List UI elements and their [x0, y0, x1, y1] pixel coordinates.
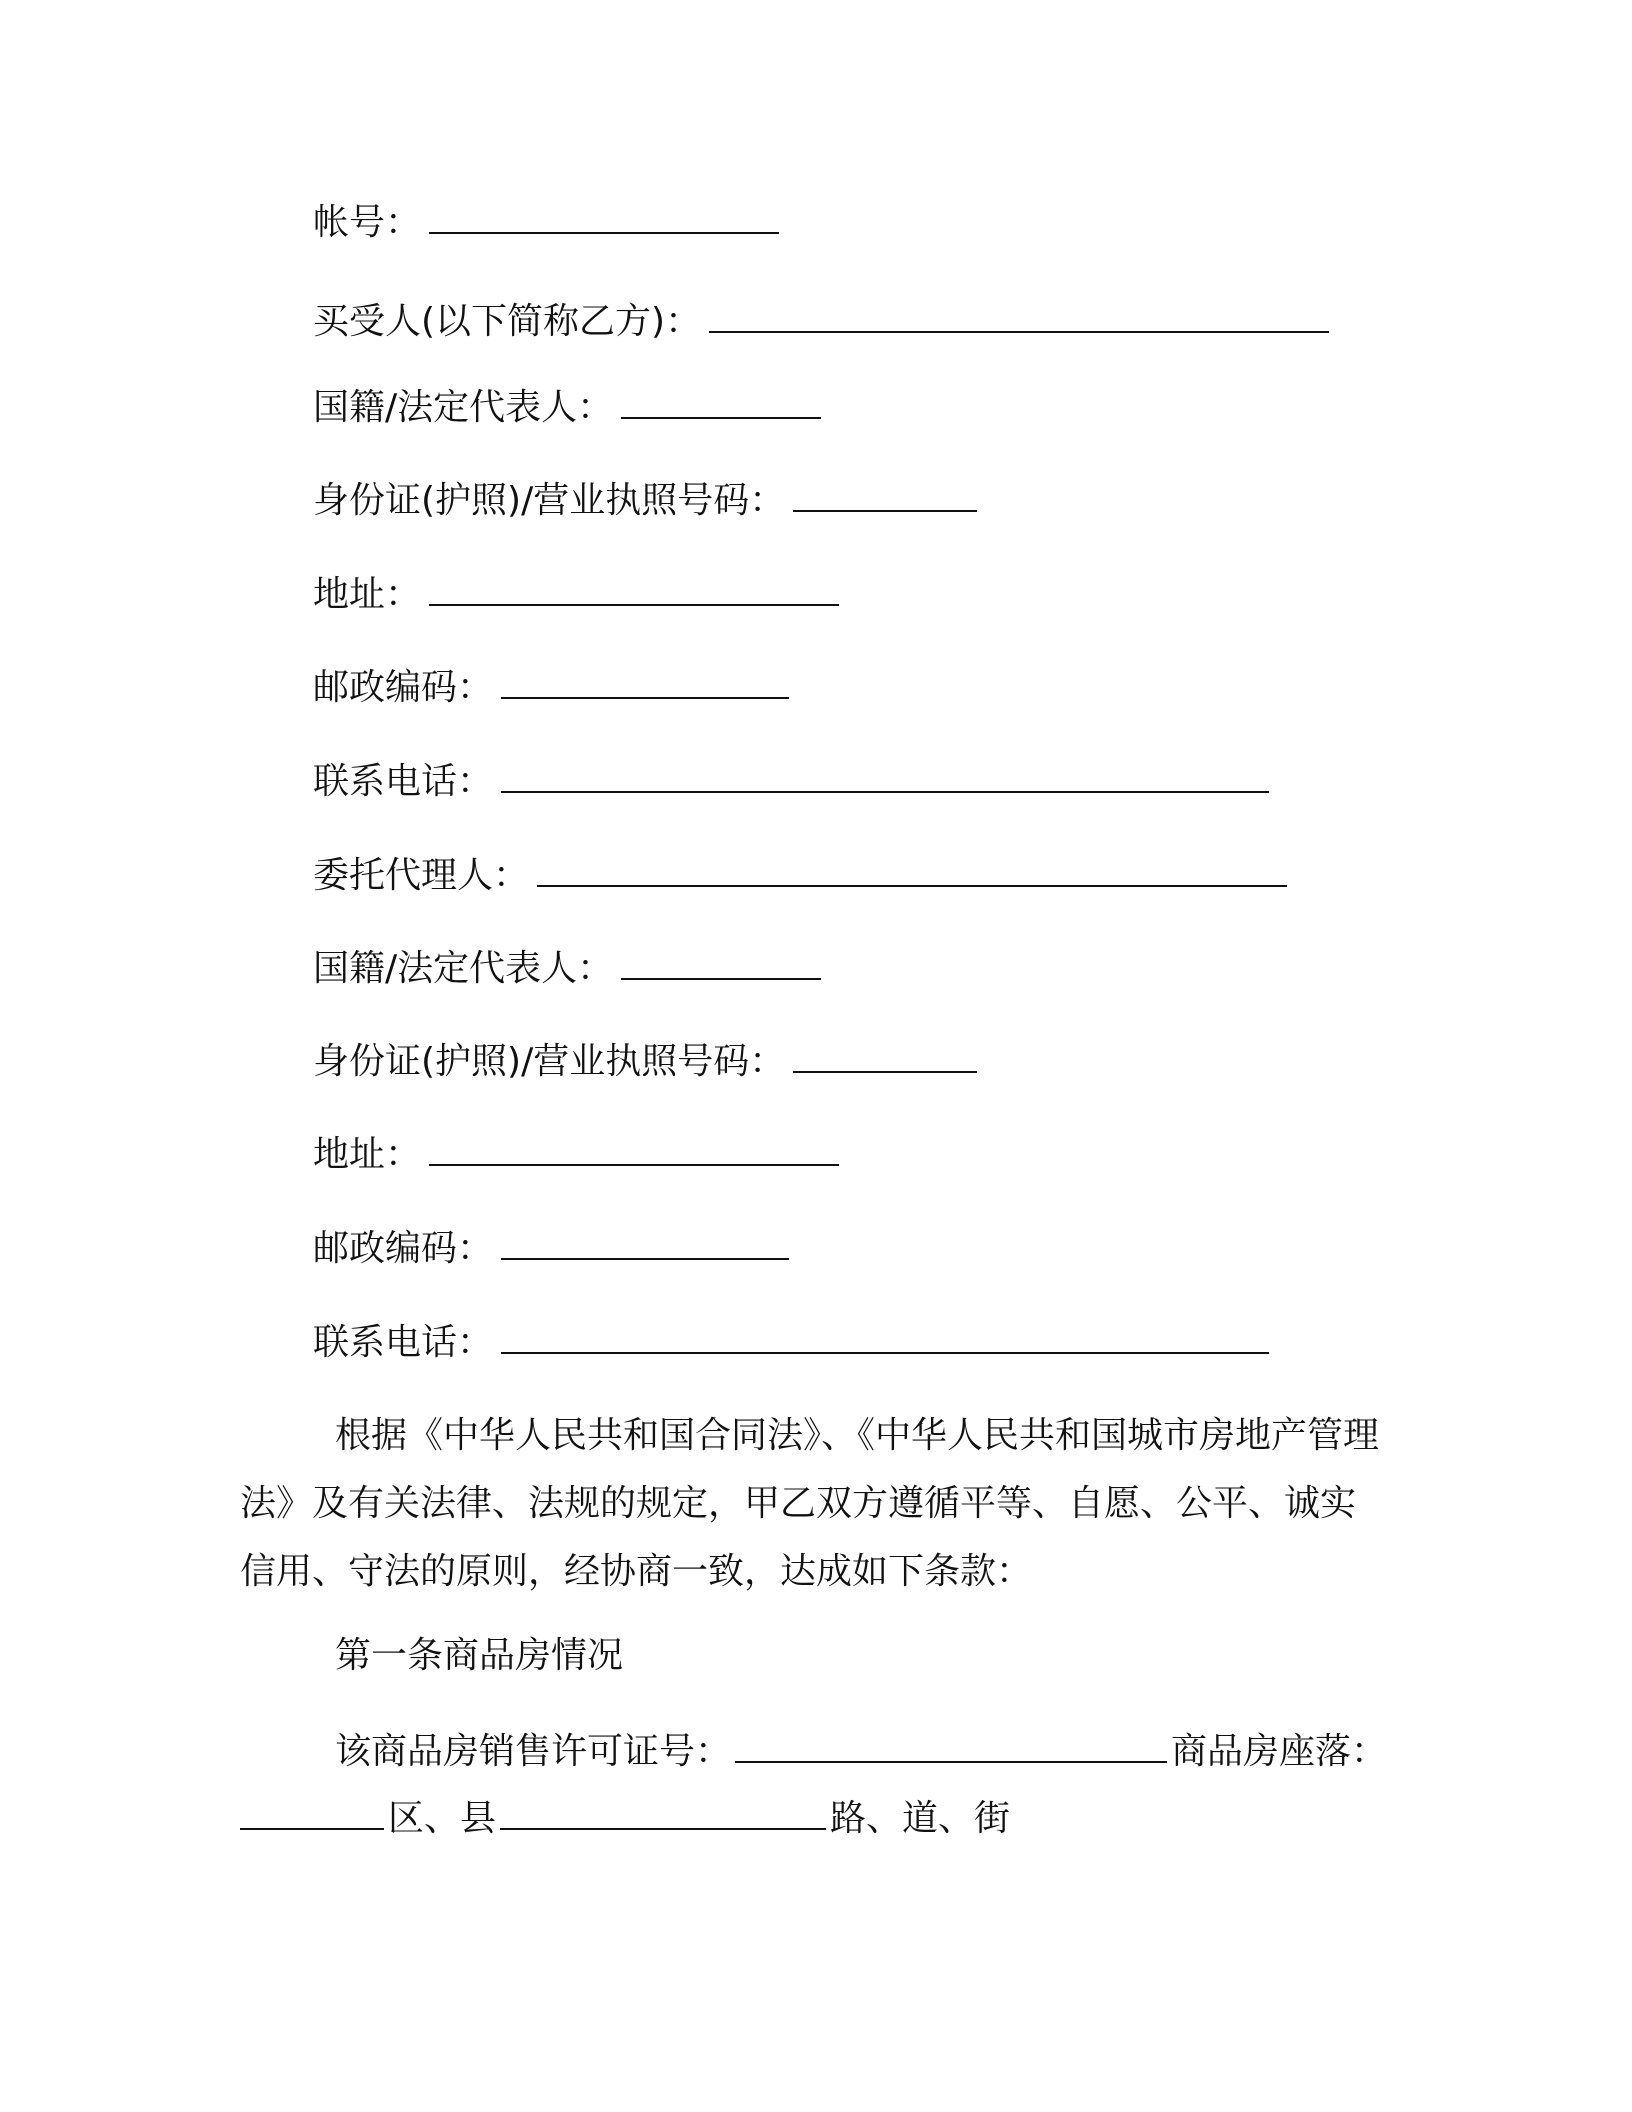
buyer-blank[interactable]: [709, 295, 1329, 333]
account-field: [313, 196, 779, 245]
section-title: [335, 1634, 623, 1678]
field-label: 委托代理人：: [313, 855, 530, 896]
postal-code-blank[interactable]: [501, 661, 789, 699]
field-label: 买受人(以下简称乙方)：: [313, 301, 702, 342]
field-label: 联系电话：: [313, 1322, 494, 1363]
nationality-blank[interactable]: [621, 381, 821, 419]
agent-phone-blank[interactable]: [501, 1316, 1269, 1354]
agent-address-field: [313, 1128, 839, 1177]
road-blank[interactable]: [500, 1792, 826, 1830]
phone-blank[interactable]: [501, 755, 1269, 793]
road-label: 路、道、街: [830, 1798, 1011, 1839]
id-number-blank[interactable]: [793, 474, 977, 512]
agent-field: [313, 849, 1287, 898]
field-label: 国籍/法定代表人：: [313, 387, 614, 428]
field-label: 地址：: [313, 1134, 422, 1175]
field-label: 帐号：: [313, 202, 422, 243]
agent-nationality-field: [313, 942, 821, 991]
field-label: 身份证(护照)/营业执照号码：: [313, 1041, 786, 1082]
agent-postal-code-field: [313, 1222, 789, 1271]
field-label: 国籍/法定代表人：: [313, 948, 614, 989]
address-field: [313, 568, 839, 617]
agent-postal-code-blank[interactable]: [501, 1222, 789, 1260]
preamble-paragraph: [240, 1402, 1390, 1606]
agent-address-blank[interactable]: [429, 1128, 839, 1166]
location-label: 商品房座落：: [1171, 1731, 1388, 1772]
permit-line: [335, 1725, 1387, 1774]
district-label: 区、县: [388, 1798, 497, 1839]
id-number-field: [313, 474, 977, 523]
preamble-text: 根据《中华人民共和国合同法》、《中华人民共和国城市房地产管理法》及有关法律、法规的规定，甲乙双方遵循平等、自愿、公平、诚实信用、守法的原则，经协商一致，达成如下条款：: [240, 1415, 1380, 1592]
postal-code-field: [313, 661, 789, 710]
permit-blank[interactable]: [735, 1725, 1167, 1763]
field-label: 邮政编码：: [313, 1228, 494, 1269]
section-title-text: 第一条商品房情况: [335, 1635, 624, 1676]
agent-id-number-blank[interactable]: [793, 1035, 977, 1073]
field-label: 联系电话：: [313, 761, 494, 802]
field-label: 身份证(护照)/营业执照号码：: [313, 480, 786, 521]
buyer-field: [313, 295, 1329, 344]
agent-nationality-blank[interactable]: [621, 942, 821, 980]
nationality-field: [313, 381, 821, 430]
agent-phone-field: [313, 1316, 1269, 1365]
field-label: 邮政编码：: [313, 667, 494, 708]
field-label: 地址：: [313, 574, 422, 615]
district-blank[interactable]: [240, 1792, 384, 1830]
agent-blank[interactable]: [537, 849, 1287, 887]
phone-field: [313, 755, 1269, 804]
permit-label: 该商品房销售许可证号：: [335, 1731, 732, 1772]
address-location-line: [240, 1792, 1010, 1841]
address-blank[interactable]: [429, 568, 839, 606]
account-blank[interactable]: [429, 196, 779, 234]
agent-id-number-field: [313, 1035, 977, 1084]
